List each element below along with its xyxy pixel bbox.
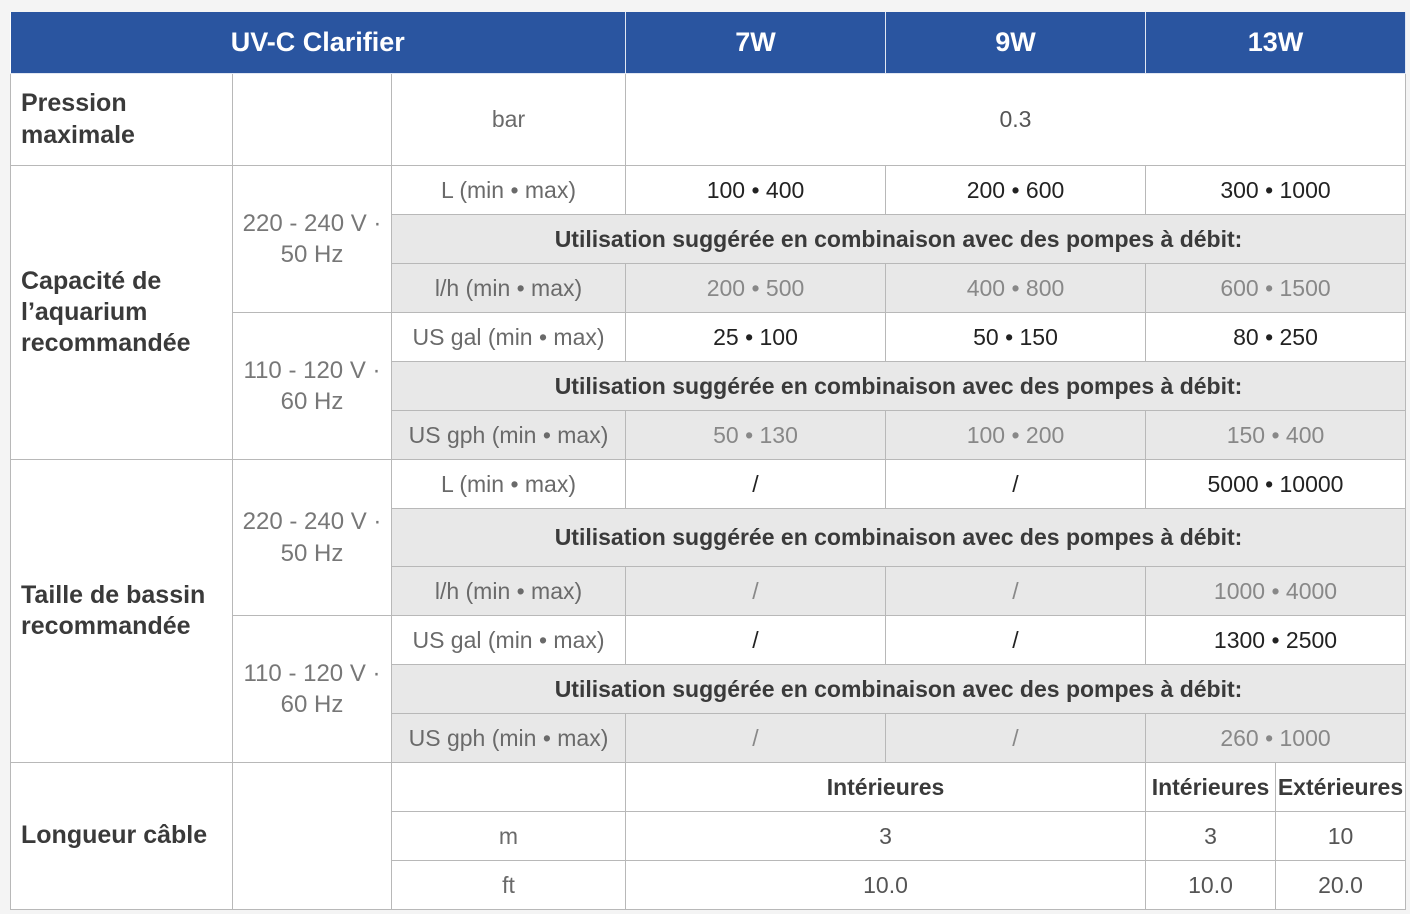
value-13w: 600 • 1500 — [1146, 264, 1406, 313]
value-9w: 100 • 200 — [886, 411, 1146, 460]
value-13w: 80 • 250 — [1146, 313, 1406, 362]
value-7w: 200 • 500 — [626, 264, 886, 313]
unit-label: l/h (min • max) — [392, 567, 626, 616]
voltage-us: 110 - 120 V · 60 Hz — [233, 313, 392, 460]
unit-label: US gal (min • max) — [392, 313, 626, 362]
pressure-row — [11, 74, 1406, 166]
cable-value-13w-outdoor: 20.0 — [1276, 861, 1406, 910]
pressure-label: Pression maximale — [11, 74, 233, 166]
value-7w: / — [626, 460, 886, 509]
value-9w: / — [886, 567, 1146, 616]
pressure-unit: bar — [392, 74, 626, 166]
empty-cell — [392, 763, 626, 812]
voltage-eu: 220 - 240 V · 50 Hz — [233, 166, 392, 313]
value-9w: / — [886, 460, 1146, 509]
aquarium-eu-capacity-row — [11, 166, 1406, 215]
unit-label: US gal (min • max) — [392, 616, 626, 665]
value-13w: 260 • 1000 — [1146, 714, 1406, 763]
model-7w-header: 7W — [626, 12, 886, 74]
unit-label: L (min • max) — [392, 166, 626, 215]
value-7w: / — [626, 714, 886, 763]
value-7w: 25 • 100 — [626, 313, 886, 362]
cable-value-13w-outdoor: 10 — [1276, 812, 1406, 861]
pond-eu-capacity-row — [11, 460, 1406, 509]
value-13w: 150 • 400 — [1146, 411, 1406, 460]
pressure-value: 0.3 — [626, 74, 1406, 166]
unit-label: L (min • max) — [392, 460, 626, 509]
cable-header-row — [11, 763, 1406, 812]
flow-note: Utilisation suggérée en combinaison avec des pompes à débit: — [392, 215, 1406, 264]
value-9w: / — [886, 616, 1146, 665]
pond-label: Taille de bassin recommandée — [11, 460, 233, 763]
cable-type-indoor-13w: Intérieures — [1146, 763, 1276, 812]
unit-label: m — [392, 812, 626, 861]
voltage-eu: 220 - 240 V · 50 Hz — [233, 460, 392, 616]
value-9w: 50 • 150 — [886, 313, 1146, 362]
empty-cell — [233, 74, 392, 166]
cable-type-outdoor-13w: Extérieures — [1276, 763, 1406, 812]
voltage-us: 110 - 120 V · 60 Hz — [233, 616, 392, 763]
header-row — [11, 12, 1406, 74]
cable-value-13w-indoor: 3 — [1146, 812, 1276, 861]
value-7w: 50 • 130 — [626, 411, 886, 460]
empty-cell — [233, 763, 392, 910]
cable-value-13w-indoor: 10.0 — [1146, 861, 1276, 910]
unit-label: US gph (min • max) — [392, 411, 626, 460]
value-13w: 1300 • 2500 — [1146, 616, 1406, 665]
model-13w-header: 13W — [1146, 12, 1406, 74]
unit-label: US gph (min • max) — [392, 714, 626, 763]
value-9w: 400 • 800 — [886, 264, 1146, 313]
value-9w: / — [886, 714, 1146, 763]
value-9w: 200 • 600 — [886, 166, 1146, 215]
value-7w: / — [626, 616, 886, 665]
value-13w: 5000 • 10000 — [1146, 460, 1406, 509]
flow-note: Utilisation suggérée en combinaison avec des pompes à débit: — [392, 665, 1406, 714]
aquarium-label: Capacité de l’aquarium recommandée — [11, 166, 233, 460]
value-13w: 1000 • 4000 — [1146, 567, 1406, 616]
flow-note: Utilisation suggérée en combinaison avec des pompes à débit: — [392, 362, 1406, 411]
value-7w: 100 • 400 — [626, 166, 886, 215]
model-9w-header: 9W — [886, 12, 1146, 74]
cable-value-7w-9w: 3 — [626, 812, 1146, 861]
unit-label: ft — [392, 861, 626, 910]
cable-type-indoor: Intérieures — [626, 763, 1146, 812]
table-title: UV-C Clarifier — [11, 12, 626, 74]
value-13w: 300 • 1000 — [1146, 166, 1406, 215]
flow-note: Utilisation suggérée en combinaison avec des pompes à débit: — [392, 509, 1406, 567]
cable-value-7w-9w: 10.0 — [626, 861, 1146, 910]
unit-label: l/h (min • max) — [392, 264, 626, 313]
spec-table — [10, 12, 1406, 910]
cable-label: Longueur câble — [11, 763, 233, 910]
value-7w: / — [626, 567, 886, 616]
